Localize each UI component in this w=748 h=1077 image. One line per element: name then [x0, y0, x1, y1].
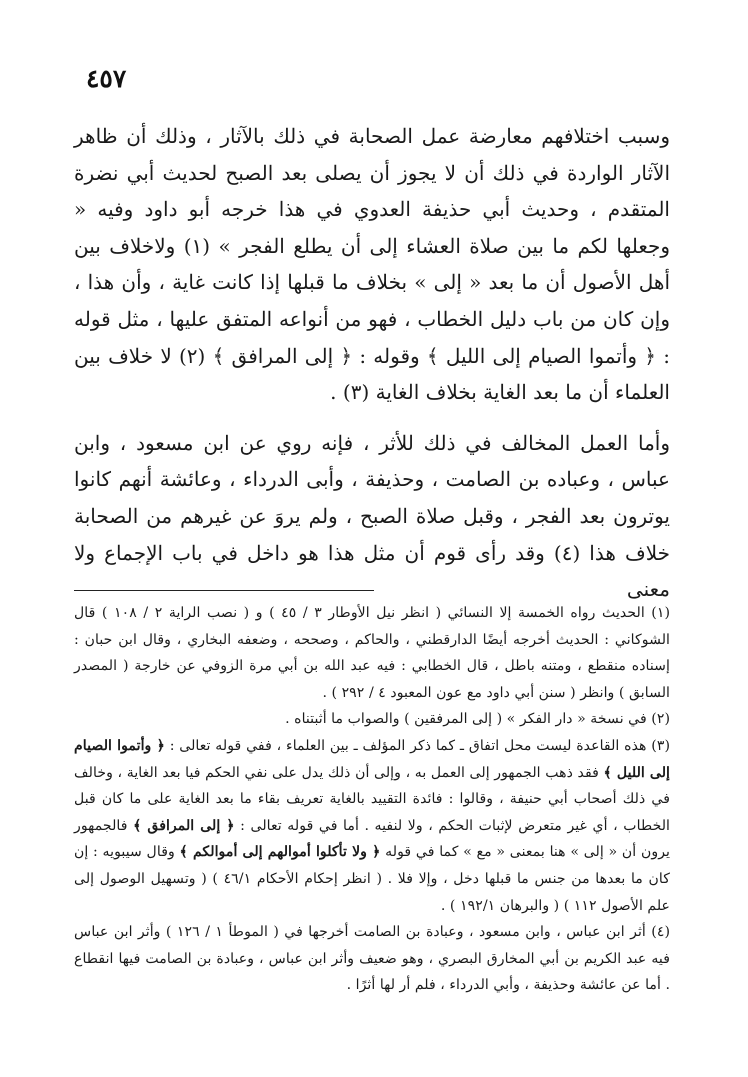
footnote-3-quote-3: ﴿ ولا تأكلوا أموالهم إلى أموالكم ﴾	[179, 844, 381, 861]
footnote-3-quote-1: ﴿ وأتموا الصيام إلى الليل ﴾	[74, 737, 670, 781]
footnote-3-part-3: فالجمهور يرون أن « إلى » هنا بمعنى « مع » كما في قوله	[74, 817, 670, 861]
paragraph-1: وسبب اختلافهم معارضة عمل الصحابة في ذلك بالآثار ، وذلك أن ظاهر الآثار الواردة في ذلك أن لا يجوز أن يصلى بعد الصبح لحديث أبي نضرة المتقدم ، وحديث أبي حذيفة العدوي في هذا خرجه أبو داود وفيه « وجعلها لكم ما بين صلاة العشاء إلى أن يطلع الفجر » (١) ولاخلاف بين أهل الأصول أن ما بعد « إلى » بخلاف ما قبلها إذا كانت غاية ، وأن هذا ، وإن كان من باب دليل الخطاب ، فهو من أنواعه المتفق عليها ، مثل قوله : ﴿ وأتموا الصيام إلى الليل ﴾ وقوله : ﴿ إلى المرافق ﴾ (٢) لا خلاف بين العلماء أن ما بعد الغاية بخلاف الغاية (٣) .	[74, 124, 671, 405]
footnote-3-part-2: فقد ذهب الجمهور إلى العمل به ، وإلى أن ذلك يدل على نفي الحكم فيا بعد الغاية ، وخالف في ذلك أصحاب أبي حنيفة ، وقالوا : فائدة التقييد بالغاية تعريف بقاء ما بعد الغاية على ما كان قبل الخطاب ، أي غير متعرض لإثبات الحكم ، ولا لنفيه . أما في قوله تعالى :	[74, 764, 671, 834]
main-text	[74, 118, 670, 608]
footnotes	[74, 600, 670, 999]
page-number: ٤٥٧	[86, 64, 127, 93]
footnote-3-intro: (٣) هذه القاعدة ليست محل اتفاق ـ كما ذكر المؤلف ـ بين العلماء ، ففي قوله تعالى :	[169, 737, 670, 754]
footnote-4: (٤) أثر ابن عباس ، وابن مسعود ، وعبادة بن الصامت أخرجها في ( الموطأ ١ / ١٢٦ ) وأثر ابن عباس فيه عبد الكريم بن أبي المخارق البصري ، وهو ضعيف وأثر ابن عباس ، وعبادة بن الصامت فيها انقطاع . أما عن عائشة وحذيفة ، وأبي الدرداء ، فلم أر لها أثرًا .	[74, 924, 670, 994]
footnote-separator	[74, 590, 374, 591]
footnote-3-part-4: وقال سيبويه : إن كان ما بعدها من جنس ما قبلها دخل ، وإلا فلا . ( انظر إحكام الأحكام ٤٦/١ ) ( وتسهيل الوصول إلى علم الأصول ١١٢ ) ( والبرهان ١٩٢/١ ) .	[74, 844, 671, 914]
footnote-3-quote-2: ﴿ إلى المرافق ﴾	[133, 817, 235, 834]
footnote-3	[74, 733, 670, 919]
paragraph-2: وأما العمل المخالف في ذلك للأثر ، فإنه روي عن ابن مسعود ، وابن عباس ، وعباده بن الصامت ، وحذيفة ، وأبى الدرداء ، وعائشة أنهم كانوا يوترون بعد الفجر ، وقبل صلاة الصبح ، ولم يروَ عن غيرهم من الصحابة خلاف هذا (٤) وقد رأى قوم أن مثل هذا هو داخل في باب الإجماع ولا معنى	[74, 430, 670, 602]
footnote-2: (٢) في نسخة « دار الفكر » ( إلى المرفقين ) والصواب ما أثبتناه .	[285, 711, 670, 728]
footnote-1: (١) الحديث رواه الخمسة إلا النسائي ( انظر نيل الأوطار ٣ / ٤٥ ) و ( نصب الراية ٢ / ١٠٨ ) قال الشوكاني : الحديث أخرجه أيضًا الدارقطني ، والحاكم ، وصححه ، وضعفه البخاري ، وقال ابن حبان : إسناده منقطع ، ومتنه باطل ، قال الخطابي : فيه عبد الله بن أبي مرة الزوفي عن خارجة ( المصدر السابق ) وانظر ( سنن أبي داود مع عون المعبود ٤ / ٢٩٢ ) .	[74, 605, 670, 701]
